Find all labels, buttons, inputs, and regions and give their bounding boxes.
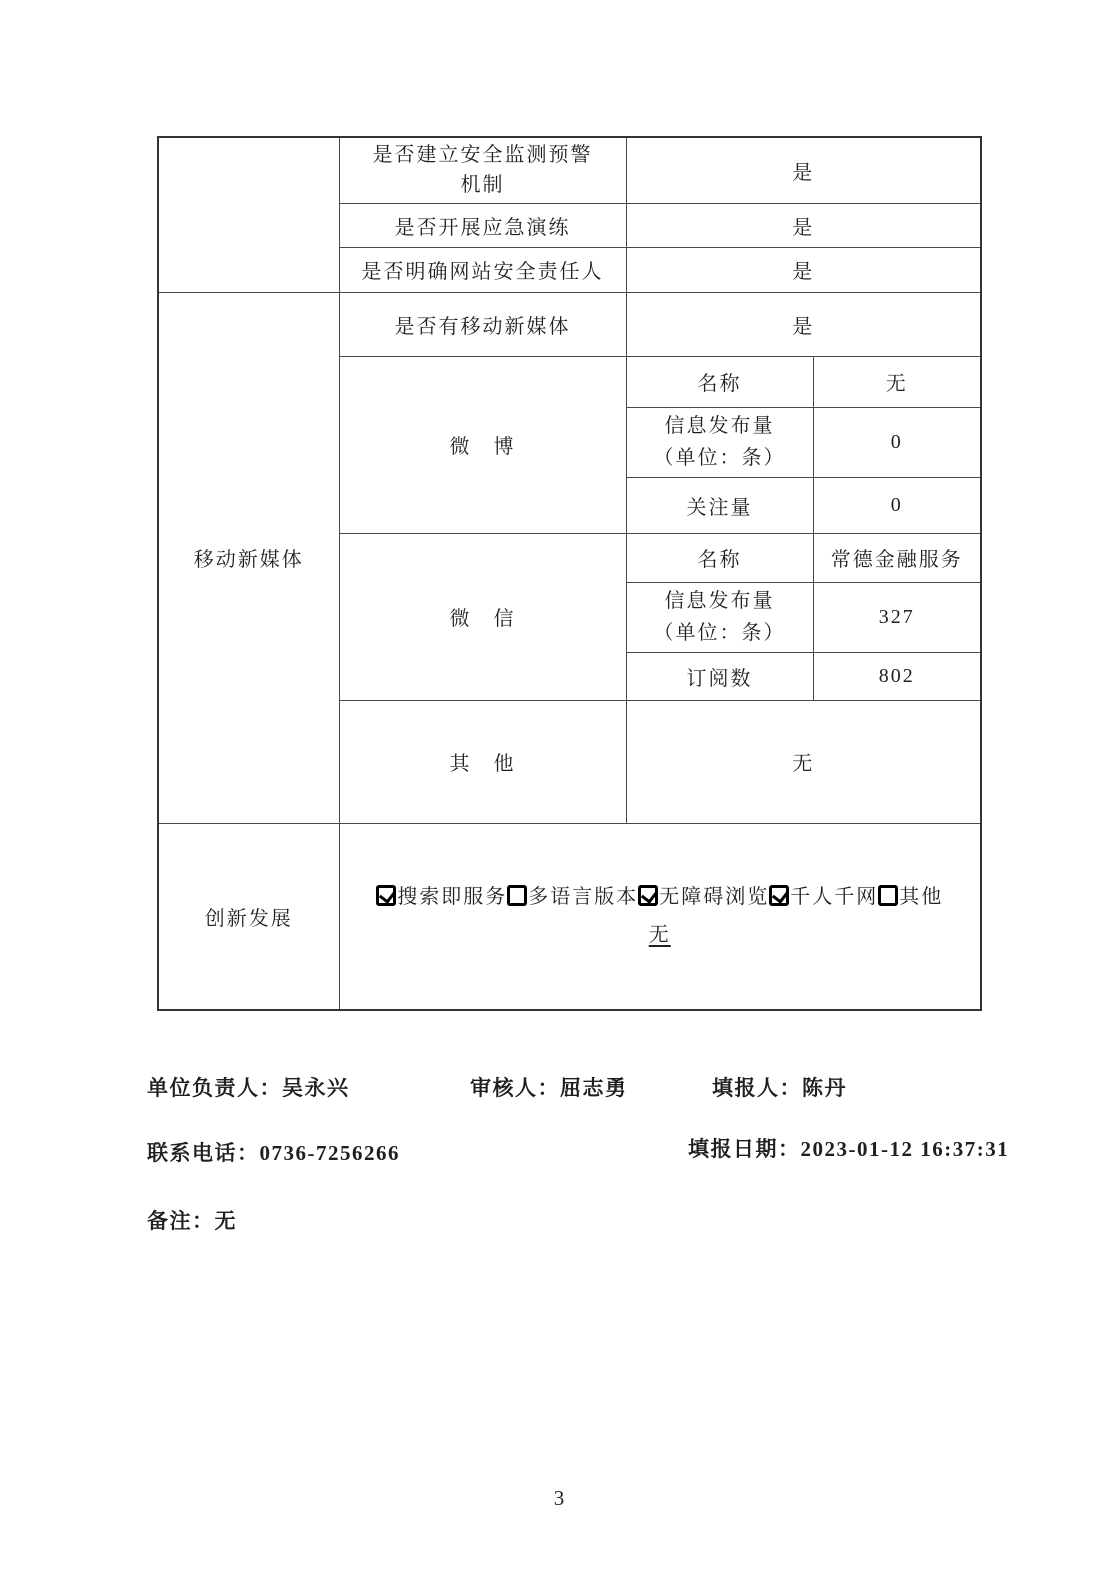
cell-weibo-followers-value: 0 <box>813 477 981 533</box>
footer-report-date: 填报日期：2023-01-12 16:37:31 <box>688 1137 1010 1161</box>
page-number: 3 <box>553 1486 565 1510</box>
cell-weibo-posts-value: 0 <box>813 407 981 477</box>
cell-security-section-blank <box>158 137 339 292</box>
cell-wechat-subs-value: 802 <box>813 652 981 700</box>
innovation-extra-line <box>340 916 981 954</box>
checkbox-label-multilingual: 多语言版本 <box>528 886 639 909</box>
cell-wechat-posts-value: 327 <box>813 582 981 652</box>
cell-drill-question: 是否开展应急演练 <box>339 203 626 247</box>
cell-monitor-question <box>339 137 626 203</box>
cell-wechat-posts-label <box>626 582 813 652</box>
cell-drill-answer: 是 <box>626 203 981 247</box>
cell-weibo-name-label: 名称 <box>626 356 813 407</box>
footer-phone: 联系电话：0736-7256266 <box>147 1141 400 1165</box>
monitor-question-line1: 是否建立安全监测预警 <box>372 144 593 167</box>
cell-mobile-media-section: 移动新媒体 <box>158 292 339 823</box>
checkbox-icon-search-as-service <box>376 885 396 906</box>
cell-innovation-label: 创新发展 <box>158 823 339 1010</box>
cell-other-value: 无 <box>626 700 981 823</box>
cell-responsible-question: 是否明确网站安全责任人 <box>339 247 626 292</box>
cell-weibo-label: 微 博 <box>339 356 626 533</box>
report-table <box>157 136 982 1011</box>
cell-weibo-name-value: 无 <box>813 356 981 407</box>
wechat-posts-label-line1: 信息发布量 <box>664 590 775 612</box>
cell-weibo-posts-label <box>626 407 813 477</box>
checkbox-label-personalized-web: 千人千网 <box>790 886 879 909</box>
checkbox-icon-other <box>878 885 898 906</box>
checkbox-icon-personalized-web <box>769 885 789 906</box>
footer-remark: 备注：无 <box>147 1209 237 1233</box>
row-innovation <box>158 823 981 1010</box>
row-security-monitor <box>158 137 981 203</box>
weibo-posts-label-line1: 信息发布量 <box>664 415 775 437</box>
cell-responsible-answer: 是 <box>626 247 981 292</box>
checkbox-label-other: 其他 <box>899 886 944 909</box>
footer-unit-head: 单位负责人：吴永兴 <box>147 1076 350 1100</box>
cell-wechat-label: 微 信 <box>339 533 626 700</box>
cell-innovation-content <box>339 823 981 1010</box>
cell-wechat-subs-label: 订阅数 <box>626 652 813 700</box>
checkbox-icon-multilingual <box>507 885 527 906</box>
checkbox-icon-accessibility <box>638 885 658 906</box>
cell-other-label: 其 他 <box>339 700 626 823</box>
footer-reviewer: 审核人：屈志勇 <box>470 1076 628 1100</box>
checkbox-label-accessibility: 无障碍浏览 <box>659 886 770 909</box>
innovation-checkbox-line <box>340 878 981 916</box>
cell-has-mobile-answer: 是 <box>626 292 981 356</box>
cell-has-mobile-question: 是否有移动新媒体 <box>339 292 626 356</box>
innovation-extra-value: 无 <box>648 924 671 947</box>
monitor-question-line2: 机制 <box>460 174 505 197</box>
cell-wechat-name-label: 名称 <box>626 533 813 582</box>
weibo-posts-label-line2: （单位：条） <box>653 447 786 469</box>
wechat-posts-label-line2: （单位：条） <box>653 622 786 644</box>
cell-wechat-name-value: 常德金融服务 <box>813 533 981 582</box>
row-has-mobile-media <box>158 292 981 356</box>
cell-weibo-followers-label: 关注量 <box>626 477 813 533</box>
footer-filler: 填报人：陈丹 <box>712 1076 847 1100</box>
checkbox-label-search-as-service: 搜索即服务 <box>397 886 508 909</box>
cell-monitor-answer: 是 <box>626 137 981 203</box>
